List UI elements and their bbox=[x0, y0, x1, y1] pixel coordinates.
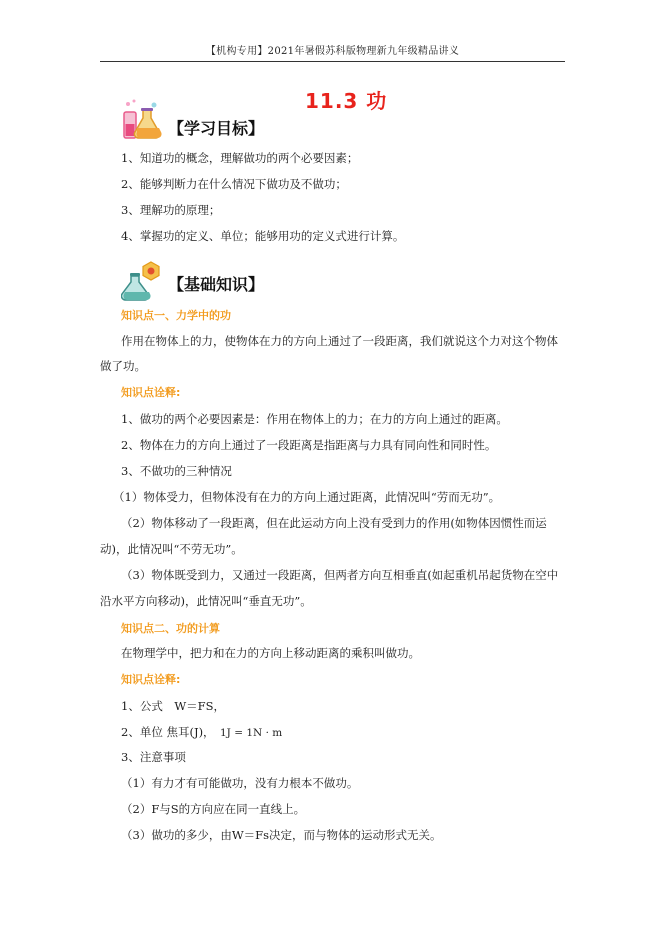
note-line: （2）物体移动了一段距离，但在此运动方向上没有受到力的作用(如物体因惯性而运 bbox=[121, 516, 547, 530]
definition-text: 做了功。 bbox=[100, 359, 146, 373]
caution-line: （3）做功的多少，由W＝Fs决定，而与物体的运动形式无关。 bbox=[121, 828, 442, 842]
goal-item: 1、知道功的概念，理解做功的两个必要因素； bbox=[121, 151, 359, 165]
unit-formula: 1J = 1N · m bbox=[220, 727, 283, 739]
note-line: 动)，此情况叫“不劳无功”。 bbox=[100, 542, 243, 556]
note-line: 沿水平方向移动)，此情况叫“垂直无功”。 bbox=[100, 594, 312, 608]
goal-item: 2、能够判断力在什么情况下做功及不做功； bbox=[121, 177, 347, 191]
page-title: 11.3 功 bbox=[305, 89, 388, 113]
chemistry-flasks-icon bbox=[121, 98, 167, 144]
knowledge-point-title: 知识点二、功的计算 bbox=[121, 622, 220, 635]
note-line: （3）物体既受到力，又通过一段距离，但两者方向互相垂直(如起重机吊起货物在空中 bbox=[121, 568, 559, 582]
header-divider bbox=[100, 61, 565, 62]
caution-title: 3、注意事项 bbox=[121, 750, 186, 764]
note-title: 知识点诠释: bbox=[121, 386, 181, 399]
knowledge-point-title: 知识点一、力学中的功 bbox=[121, 309, 231, 322]
section-heading-goals: 【学习目标】 bbox=[168, 119, 265, 138]
section-heading-basics: 【基础知识】 bbox=[168, 275, 265, 294]
unit-line: 2、单位 焦耳(J)， bbox=[121, 725, 215, 739]
note-line: 3、不做功的三种情况 bbox=[121, 464, 232, 478]
chemistry-flask-hexagon-icon bbox=[121, 258, 167, 304]
definition-text: 作用在物体上的力，使物体在力的方向上通过了一段距离，我们就说这个力对这个物体 bbox=[121, 334, 558, 348]
definition-text: 在物理学中，把力和在力的方向上移动距离的乘积叫做功。 bbox=[121, 646, 420, 660]
goal-item: 4、掌握功的定义、单位；能够用功的定义式进行计算。 bbox=[121, 229, 405, 243]
caution-line: （1）有力才有可能做功，没有力根本不做功。 bbox=[121, 776, 359, 790]
note-line: 2、物体在力的方向上通过了一段距离是指距离与力具有同向性和同时性。 bbox=[121, 438, 497, 452]
goal-item: 3、理解功的原理； bbox=[121, 203, 221, 217]
caution-line: （2）F与S的方向应在同一直线上。 bbox=[121, 802, 306, 816]
page-header: 【机构专用】2021年暑假苏科版物理新九年级精品讲义 bbox=[205, 46, 460, 57]
note-line: 1、做功的两个必要因素是：作用在物体上的力；在力的方向上通过的距离。 bbox=[121, 412, 508, 426]
note-title: 知识点诠释: bbox=[121, 673, 181, 686]
formula-line: 1、公式 W＝FS， bbox=[121, 699, 225, 713]
note-line: （1）物体受力，但物体没有在力的方向上通过距离，此情况叫“劳而无功”。 bbox=[113, 490, 501, 504]
